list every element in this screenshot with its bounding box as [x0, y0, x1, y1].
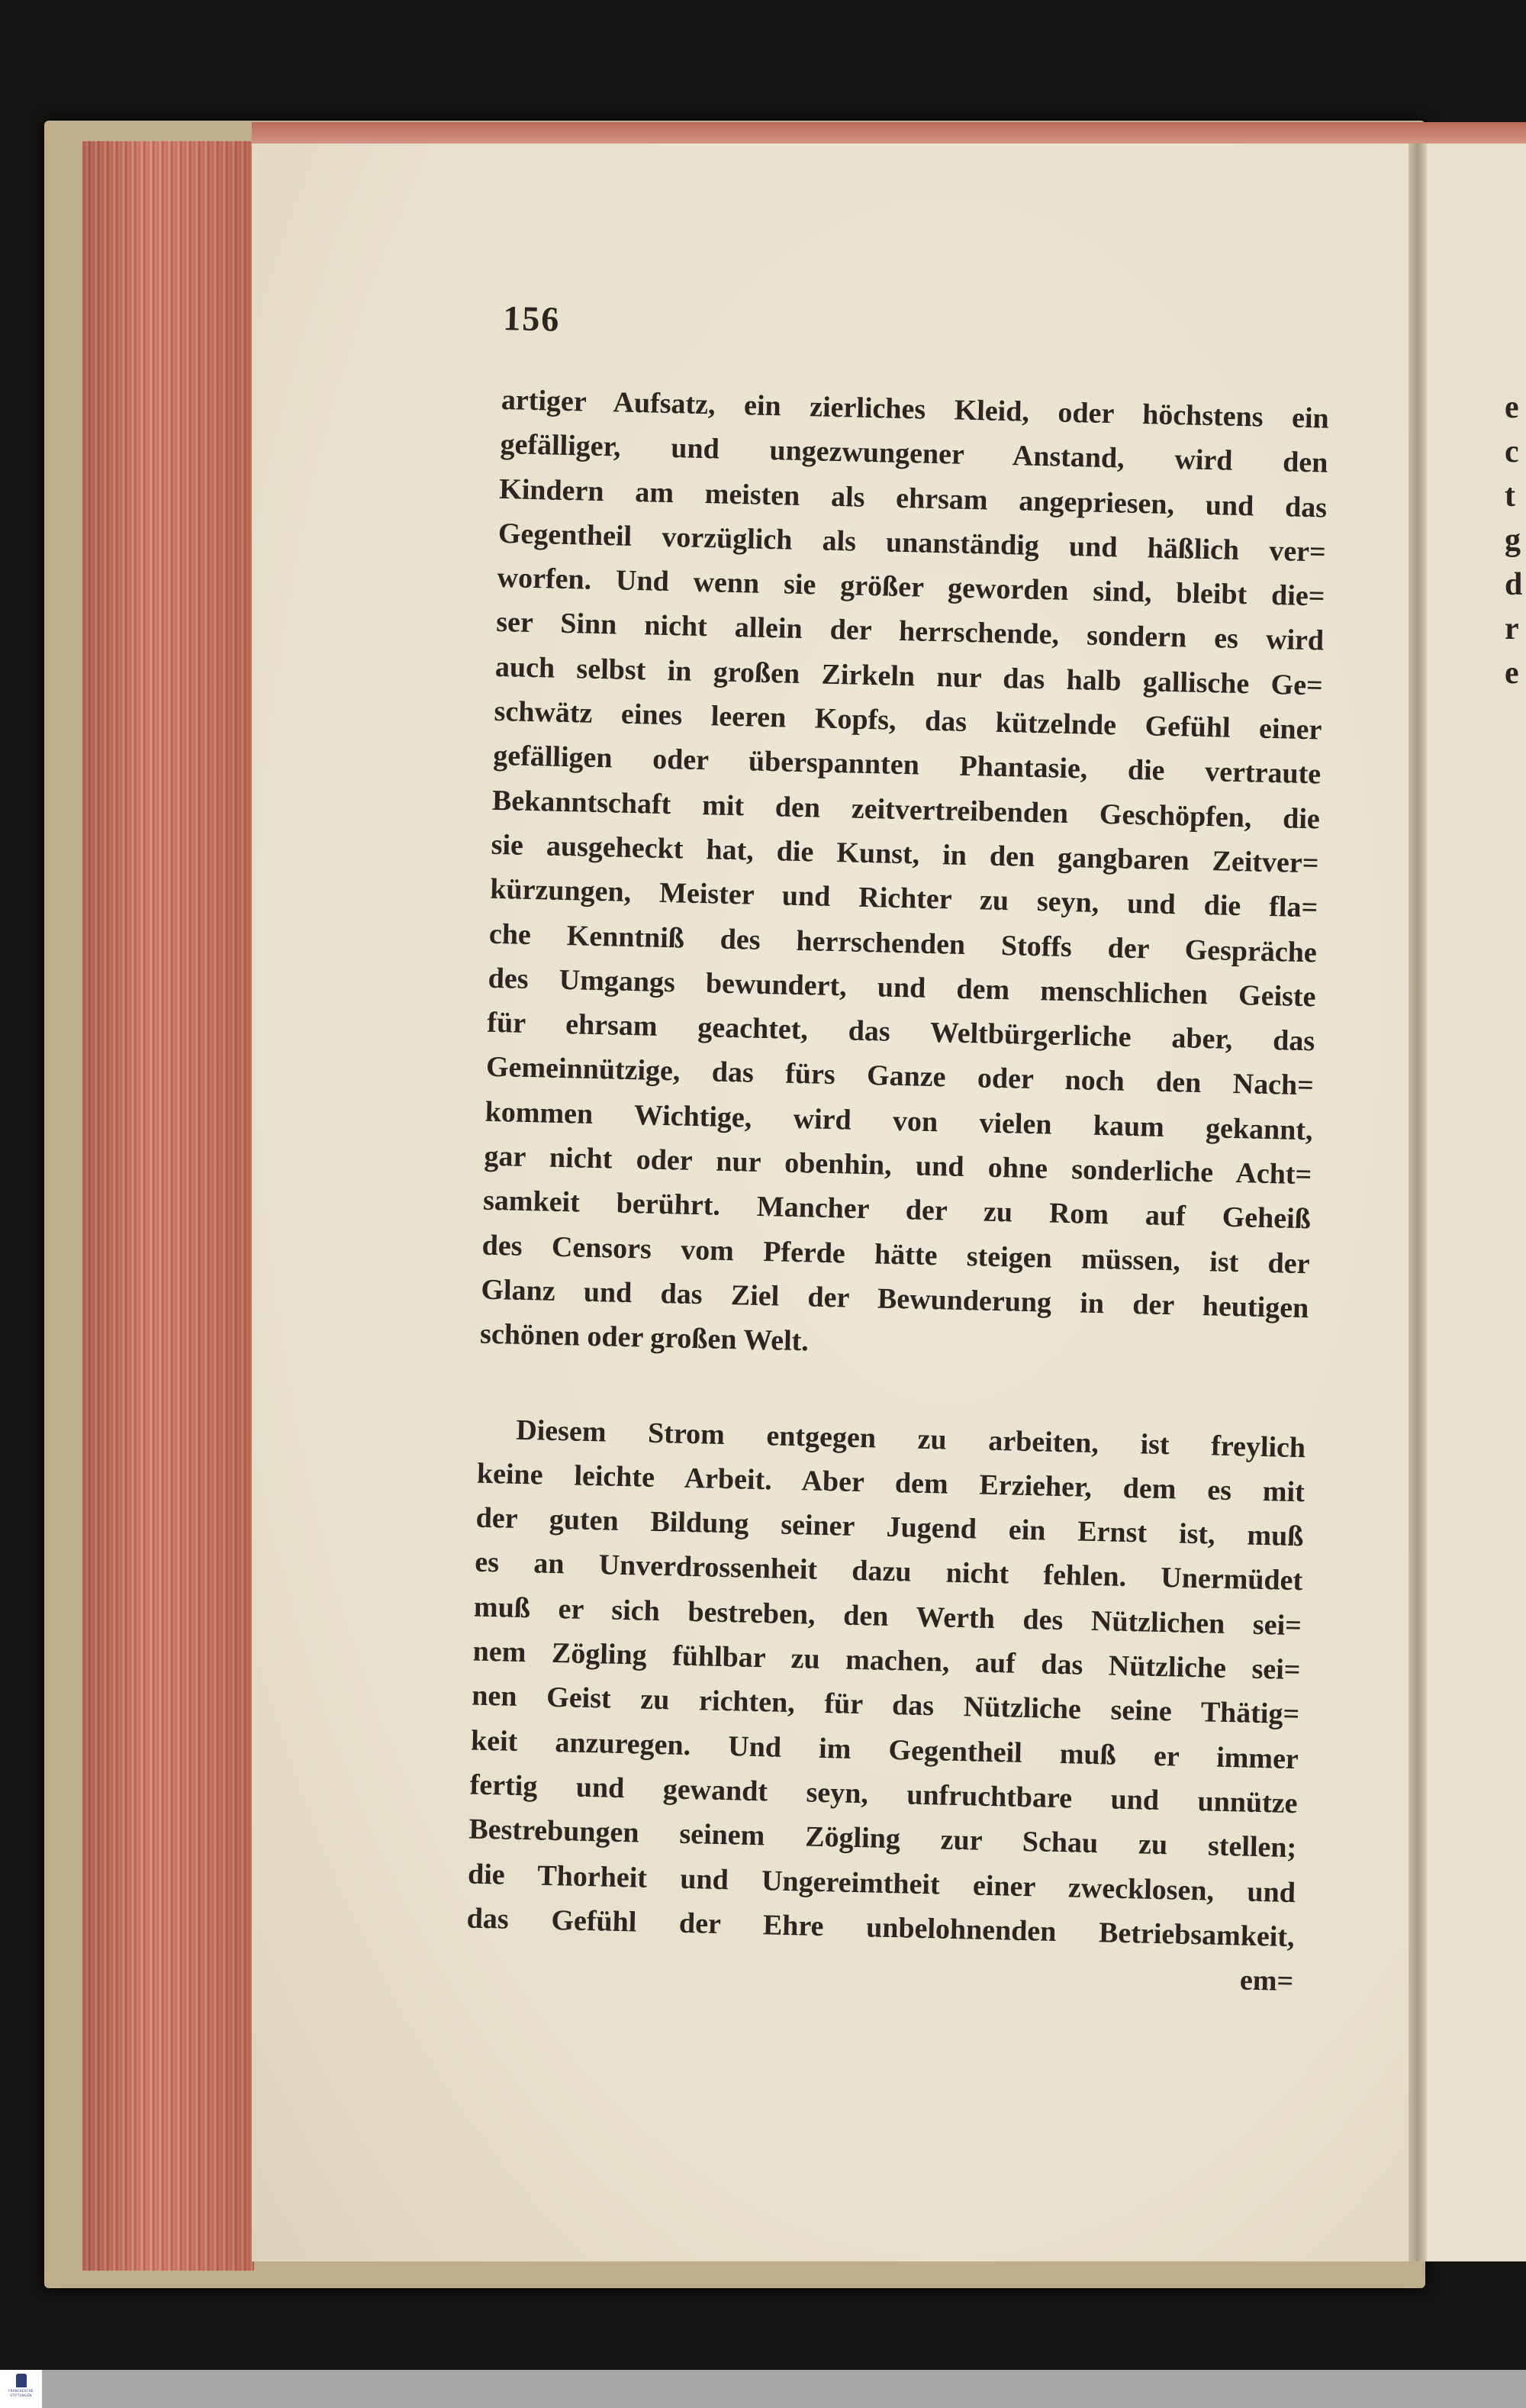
text-line: schwätz eines leeren Kopfs, das kützelnde Gefühl einer	[494, 695, 1322, 746]
text-line: kürzungen, Meister und Richter zu seyn, und die fla=	[489, 873, 1318, 924]
page-number: 156	[502, 298, 561, 339]
text-line: gefälligen oder überspannten Phantasie, die vertraute	[492, 740, 1322, 791]
text-line: auch selbst in großen Zirkeln nur das halb gallische Ge=	[494, 650, 1324, 702]
text-line: gar nicht oder nur obenhin, und ohne sonderliche Acht=	[483, 1140, 1312, 1191]
text-line: Gegentheil vorzüglich als unanständig und häßlich ver=	[497, 517, 1327, 569]
text-line: che Kenntniß des herrschenden Stoffs der Gespräche	[488, 917, 1318, 969]
text-line: die Thorheit und Ungereimtheit einer zwecklosen, und	[467, 1857, 1296, 1909]
text-line: es an Unverdrossenheit dazu nicht fehlen. Unermüdet	[474, 1546, 1303, 1597]
text-line: ser Sinn nicht allein der herrschende, sondern es wird	[495, 606, 1325, 657]
text-line: schönen oder großen Welt.	[479, 1317, 810, 1358]
text-line: Kindern am meisten als ehrsam angepriesen, und das	[498, 472, 1328, 524]
page-edges-shade	[82, 141, 254, 2271]
facing-page-letter: e	[1505, 656, 1519, 691]
text-line: für ehrsam geachtet, das Weltbürgerliche aber, das	[486, 1006, 1315, 1058]
catchword: em=	[1239, 1964, 1294, 1998]
facing-page-letter: e	[1505, 390, 1519, 425]
text-line: Diesem Strom entgegen zu arbeiten, ist freylich	[515, 1414, 1306, 1464]
viewer-bottom-bar	[0, 2370, 1526, 2408]
page-text	[465, 298, 1331, 2003]
text-line: nem Zögling fühlbar zu machen, auf das Nützliche sei=	[472, 1635, 1301, 1687]
institution-logo[interactable]	[0, 2370, 42, 2408]
facing-page-letter: d	[1505, 567, 1523, 602]
text-line: sie ausgeheckt hat, die Kunst, in den gangbaren Zeitver=	[491, 828, 1319, 880]
facing-page-letter: g	[1505, 523, 1521, 558]
logo-text: FRANCKESCHE STIFTUNGEN	[8, 2389, 34, 2397]
facing-page-letter: c	[1505, 434, 1519, 469]
text-line: das Gefühl der Ehre unbelohnenden Betriebsamkeit,	[466, 1902, 1296, 1953]
paragraph-2	[466, 1407, 1306, 1959]
text-line: des Censors vom Pferde hätte steigen müssen, ist der	[481, 1229, 1311, 1280]
text-line: fertig und gewandt seyn, unfruchtbare und unnütze	[469, 1768, 1298, 1820]
book-gutter	[1408, 143, 1427, 2261]
text-line: samkeit berührt. Mancher der zu Rom auf Geheiß	[482, 1185, 1312, 1236]
text-line: keine leichte Arbeit. Aber dem Erzieher, dem es mit	[476, 1457, 1305, 1509]
text-line: artiger Aufsatz, ein zierliches Kleid, oder höchstens ein	[501, 383, 1330, 435]
facing-page-letter: r	[1505, 611, 1519, 646]
text-line: worfen. Und wenn sie größer geworden sind, bleibt die=	[497, 562, 1325, 613]
text-line: des Umgangs bewundert, und dem menschlichen Geiste	[488, 962, 1316, 1014]
facing-page-letter: t	[1505, 479, 1515, 514]
text-line: der guten Bildung seiner Jugend ein Ernst ist, muß	[475, 1501, 1304, 1553]
paragraph-1	[480, 378, 1330, 1375]
text-line: nen Geist zu richten, für das Nützliche seine Thätig=	[471, 1679, 1300, 1731]
text-line: gefälliger, und ungezwungener Anstand, wird den	[500, 428, 1328, 479]
text-line: keit anzuregen. Und im Gegentheil muß er immer	[470, 1724, 1299, 1775]
text-line: kommen Wichtige, wird von vielen kaum gekannt,	[485, 1095, 1313, 1147]
text-line: Bestrebungen seinem Zögling zur Schau zu stellen;	[468, 1813, 1297, 1865]
text-line: Glanz und das Ziel der Bewunderung in der heutigen	[481, 1273, 1309, 1325]
text-line: Gemeinnützige, das fürs Ganze oder noch den Nach=	[485, 1051, 1315, 1102]
logo-icon	[16, 2374, 27, 2387]
text-line: muß er sich bestreben, den Werth des Nützlichen sei=	[473, 1591, 1302, 1642]
text-line: Bekanntschaft mit den zeitvertreibenden Geschöpfen, die	[491, 784, 1321, 836]
